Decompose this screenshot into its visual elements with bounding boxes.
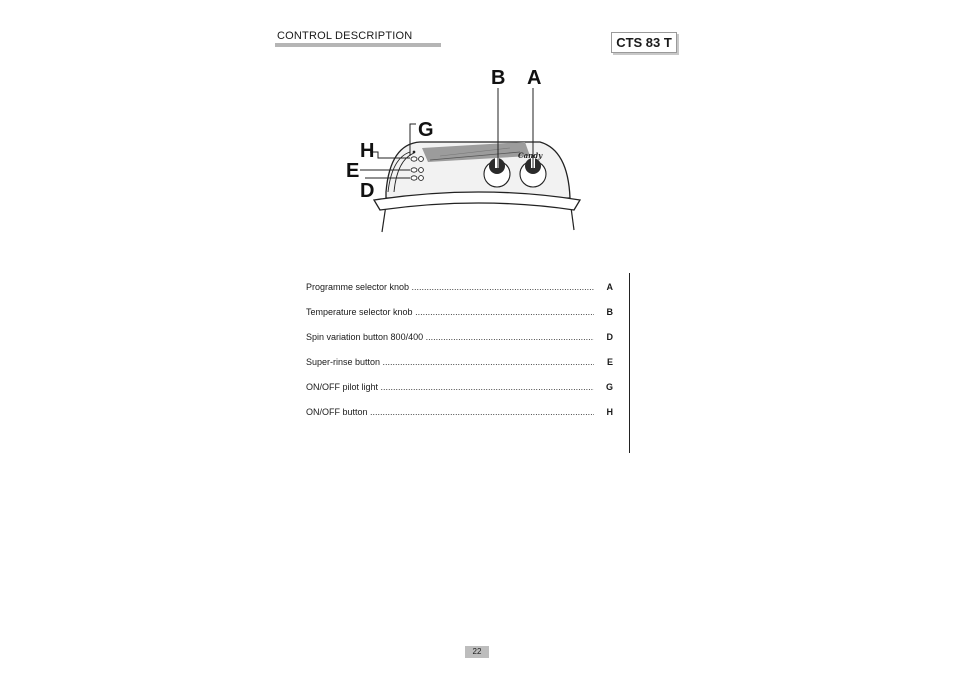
legend-label: Programme selector knob ..... [306, 280, 594, 294]
legend-label: Spin variation button 800/400 ..... [306, 330, 594, 344]
callout-d: D [360, 180, 375, 202]
callout-a: A [527, 67, 542, 89]
legend-item [306, 405, 616, 430]
legend-label: ON/OFF button ..... [306, 405, 594, 419]
control-panel-diagram [330, 60, 610, 240]
legend-letter: A [606, 282, 613, 292]
legend-item [306, 355, 616, 380]
legend-divider [629, 273, 630, 453]
legend-item [306, 380, 616, 405]
section-underline [275, 43, 441, 47]
legend-letter: D [606, 332, 613, 342]
callout-g: G [418, 119, 434, 141]
legend-letter: E [606, 357, 613, 367]
legend-item [306, 280, 616, 305]
legend-letter: B [606, 307, 613, 317]
legend-letter: H [606, 407, 613, 417]
callout-b: B [491, 67, 506, 89]
legend-label: ON/OFF pilot light ..... [306, 380, 594, 394]
model-label: CTS 83 T [611, 32, 677, 53]
legend-label: Temperature selector knob ..... [306, 305, 594, 319]
brand-logo: Candy [518, 151, 543, 160]
legend-label: Super-rinse button ..... [306, 355, 594, 369]
section-title: CONTROL DESCRIPTION [277, 30, 413, 42]
legend-letter: G [605, 382, 613, 392]
callout-h: H [360, 140, 375, 162]
callout-e: E [346, 160, 360, 182]
legend-item [306, 330, 616, 355]
control-legend [306, 280, 616, 430]
page-number: 22 [465, 646, 489, 658]
legend-item [306, 305, 616, 330]
